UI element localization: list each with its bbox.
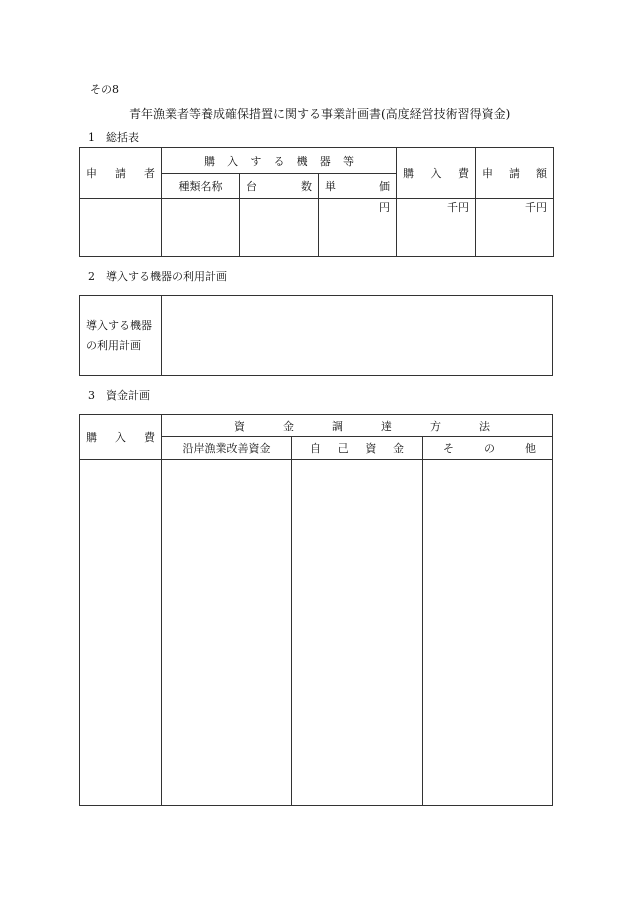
usage-plan-label: 導入する機器 の利用計画 <box>80 296 162 376</box>
coastal-fund-header: 沿岸漁業改善資金 <box>162 437 292 460</box>
yen-unit: 円 <box>379 201 390 214</box>
requested-amount-cell[interactable] <box>476 199 554 257</box>
applicant-header <box>80 148 162 199</box>
own-funds-cell[interactable] <box>292 460 423 806</box>
own-funds-header: 自 己 資 金 <box>292 437 423 460</box>
purchase-cost-header: 購 入 費 <box>80 415 162 460</box>
purchase-cost-header: 購 入 費 <box>397 148 476 199</box>
coastal-fund-cell[interactable] <box>162 460 292 806</box>
summary-table <box>79 147 554 257</box>
purchase-cost-cell[interactable] <box>80 460 162 806</box>
applicant-label: 申 請 者 <box>86 167 155 180</box>
other-cell[interactable] <box>423 460 553 806</box>
document-label: その8 <box>90 83 119 96</box>
unit-price-cell[interactable] <box>319 199 397 257</box>
purchase-cost-cell[interactable] <box>397 199 476 257</box>
section2-heading: 2 導入する機器の利用計画 <box>88 270 227 283</box>
type-name-header: 種類名称 <box>162 174 240 199</box>
funding-method-header: 資 金 調 達 方 法 <box>162 415 553 437</box>
funding-plan-table <box>79 414 553 806</box>
other-header: そ の 他 <box>423 437 553 460</box>
section1-heading: 1 総括表 <box>88 131 139 144</box>
equipment-group-header: 購 入 す る 機 器 等 <box>162 148 397 174</box>
thousand-yen-unit: 千円 <box>525 201 547 214</box>
requested-amount-header: 申 請 額 <box>476 148 554 199</box>
thousand-yen-unit: 千円 <box>447 201 469 214</box>
unit-price-header: 単 価 <box>319 174 397 199</box>
usage-plan-table <box>79 295 553 376</box>
type-name-cell[interactable] <box>162 199 240 257</box>
document-title: 青年漁業者等養成確保措置に関する事業計画書(高度経営技術習得資金) <box>129 107 511 121</box>
quantity-header: 台 数 <box>240 174 319 199</box>
section3-heading: 3 資金計画 <box>88 389 150 402</box>
quantity-cell[interactable] <box>240 199 319 257</box>
usage-plan-cell[interactable] <box>162 296 553 376</box>
applicant-cell[interactable] <box>80 199 162 257</box>
